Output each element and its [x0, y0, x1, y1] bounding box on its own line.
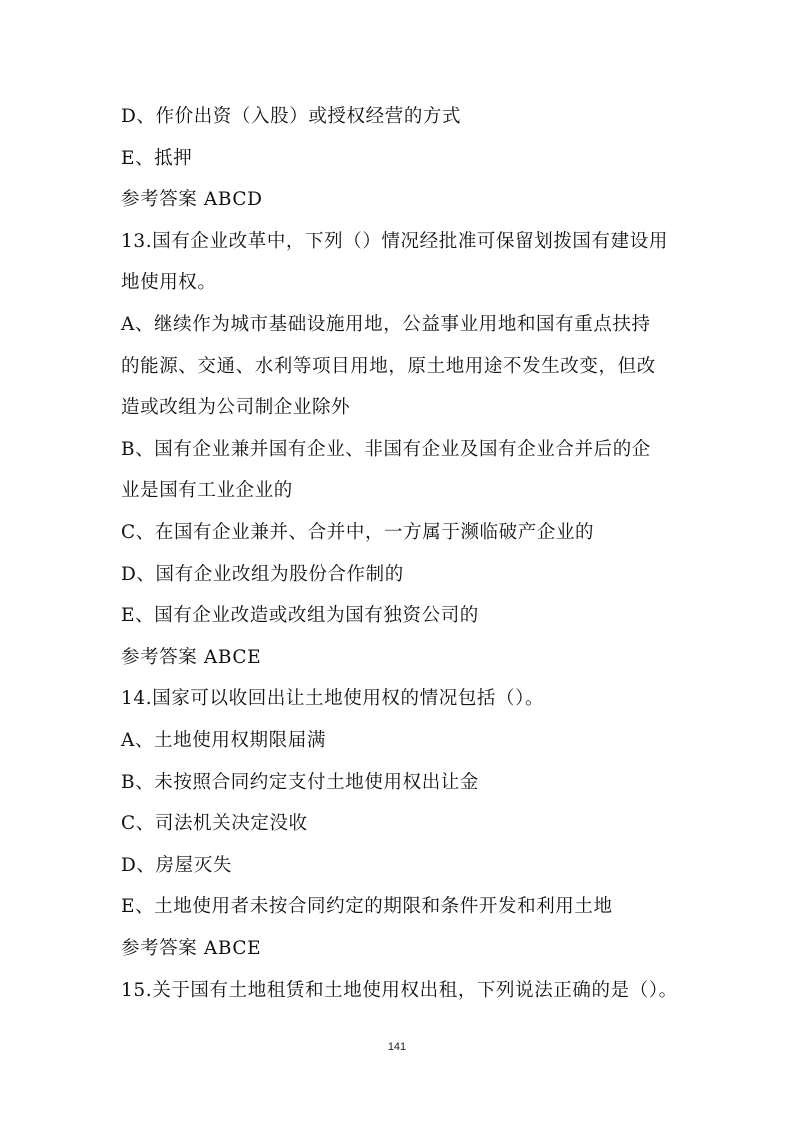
option-b-q13-line2: 业是国有工业企业的	[121, 480, 293, 501]
page-number: 141	[387, 1041, 407, 1053]
option-a-q13-line3: 造或改组为公司制企业除外	[121, 397, 351, 418]
option-b-q13-line1: B、国有企业兼并国有企业、非国有企业及国有企业合并后的企	[121, 439, 651, 460]
option-b-q14: B、未按照合同约定支付土地使用权出让金	[121, 772, 479, 793]
question-13-line1: 13.国有企业改革中，下列（）情况经批准可保留划拨国有建设用	[121, 231, 668, 252]
option-a-q13-line2: 的能源、交通、水利等项目用地，原土地用途不发生改变，但改	[121, 356, 656, 377]
answer-q12: 参考答案 ABCD	[121, 189, 263, 210]
option-d-q12: D、作价出资（入股）或授权经营的方式	[121, 106, 462, 127]
question-13-line2: 地使用权。	[121, 272, 217, 293]
option-e-q12: E、抵押	[121, 148, 193, 169]
option-d-q13: D、国有企业改组为股份合作制的	[121, 564, 404, 585]
option-e-q14: E、土地使用者未按合同约定的期限和条件开发和利用土地	[121, 896, 613, 917]
option-c-q13: C、在国有企业兼并、合并中，一方属于濒临破产企业的	[121, 522, 595, 543]
option-d-q14: D、房屋灭失	[121, 855, 232, 876]
question-15: 15.关于国有土地租赁和土地使用权出租，下列说法正确的是（）。	[121, 980, 678, 1001]
option-e-q13: E、国有企业改造或改组为国有独资公司的	[121, 605, 479, 626]
option-a-q14: A、土地使用权期限届满	[121, 730, 326, 751]
answer-q13: 参考答案 ABCE	[121, 647, 262, 668]
question-14: 14.国家可以收回出让土地使用权的情况包括（）。	[121, 688, 545, 709]
answer-q14: 参考答案 ABCE	[121, 938, 262, 959]
option-c-q14: C、司法机关决定没收	[121, 813, 308, 834]
option-a-q13-line1: A、继续作为城市基础设施用地，公益事业用地和国有重点扶持	[121, 314, 651, 335]
